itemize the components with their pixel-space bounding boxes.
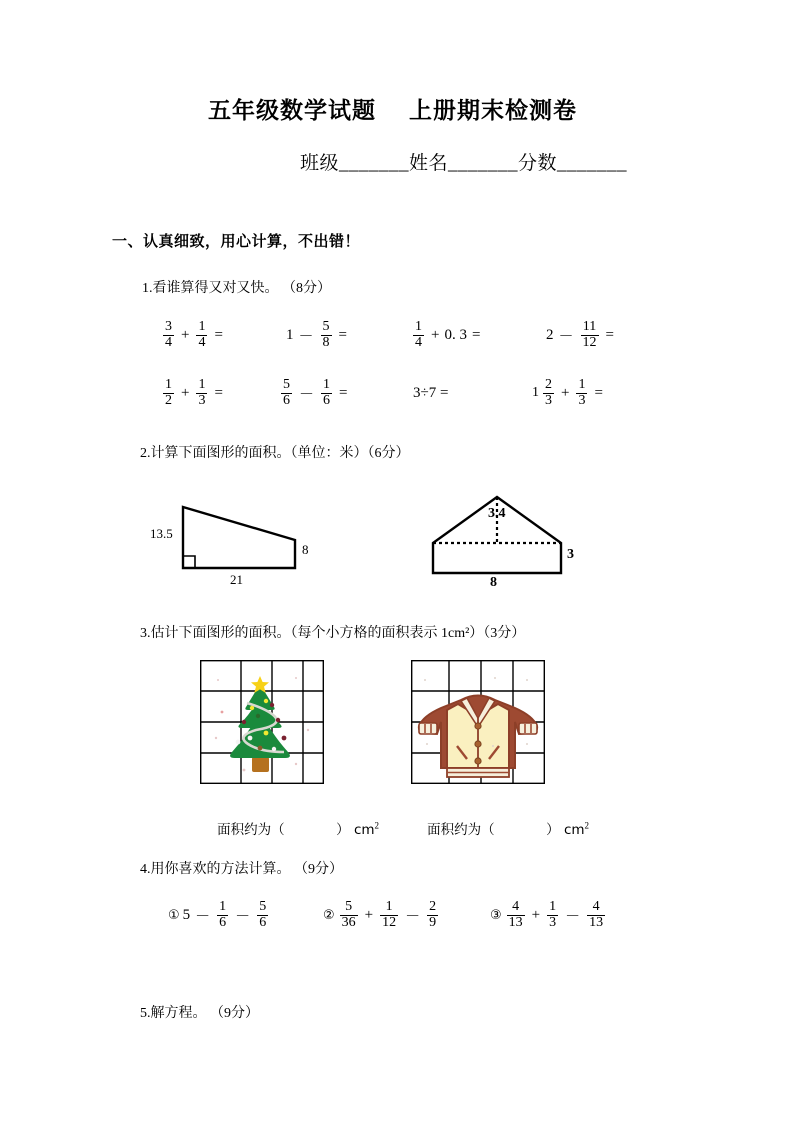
q4-expr-2 <box>323 900 441 930</box>
answer-line-left <box>200 802 379 854</box>
question-1-label: 1.看谁算得又对又快。 （8分） <box>142 281 331 296</box>
operator: － <box>299 386 315 403</box>
tree-grid-svg <box>200 660 324 784</box>
jacket-grid-svg <box>411 660 545 784</box>
answer-line-right <box>410 802 589 854</box>
item-marker: ② <box>323 907 335 923</box>
fraction: $\frac{2}{9}$ <box>429 899 437 930</box>
mixed-number: 1 $\frac{2}{3}$ <box>532 377 552 408</box>
operator: － <box>565 908 581 925</box>
fraction: $\frac{5}{8}$ <box>322 319 330 350</box>
fraction: $\frac{1}{12}$ <box>382 899 397 930</box>
q1-expr-r1c4 <box>545 320 618 350</box>
fraction: $\frac{1}{2}$ <box>165 377 172 408</box>
operator: + <box>531 906 541 923</box>
house-svg <box>415 480 635 590</box>
fraction: $\frac{1}{3}$ <box>549 899 557 930</box>
equals-sign: = <box>338 326 347 343</box>
unit-cm-squared: 2 <box>584 820 590 831</box>
q1-expr-r1c2 <box>285 320 351 350</box>
question-4-label: 4.用你喜欢的方法计算。 （9分） <box>140 862 343 877</box>
question-3-label: 3.估计下面图形的面积。（每个小方格的面积表示 1cm²）（3分） <box>140 626 526 641</box>
whole-number: 2 <box>546 326 554 343</box>
q1-expr-r2c3 <box>412 385 449 402</box>
q4-expr-3 <box>490 900 608 930</box>
decimal-number: 0. 3 <box>444 326 467 343</box>
varsity-jacket-art <box>419 677 537 777</box>
grid-picture-jacket <box>411 660 545 784</box>
operator: + <box>181 326 190 343</box>
q1-expr-r2c2 <box>278 378 351 408</box>
equals-sign: = <box>594 384 603 401</box>
operator: － <box>235 908 251 925</box>
fraction: $\frac{1}{4}$ <box>415 319 422 350</box>
trapezoid-right-label: 8 <box>302 542 309 557</box>
fraction: $\frac{4}{13}$ <box>589 899 604 930</box>
whole-number: 5 <box>182 906 191 923</box>
operator: + <box>431 326 440 343</box>
whole-number: 1 <box>286 326 294 343</box>
unit-cm-squared: 2 <box>374 820 380 831</box>
equals-sign: = <box>214 326 223 343</box>
equals-sign: = <box>605 326 614 343</box>
operator: + <box>181 384 190 401</box>
q1-expr-r2c4 <box>532 378 607 408</box>
fraction: $\frac{1}{6}$ <box>323 377 331 408</box>
figure-right-trapezoid <box>150 480 380 590</box>
q1-expr-r1c1 <box>160 320 227 350</box>
operator: + <box>364 906 374 923</box>
house-height-label: 3.4 <box>488 506 506 521</box>
operator: － <box>405 908 421 925</box>
q1-expr-r2c1 <box>160 378 227 408</box>
operator: + <box>561 384 570 401</box>
division-expression: 3÷7 = <box>413 385 449 401</box>
house-right-label: 3 <box>567 547 574 562</box>
question-5-label: 5.解方程。 （9分） <box>140 1006 259 1021</box>
trapezoid-left-label: 13.5 <box>150 526 173 541</box>
operator: － <box>558 328 574 345</box>
item-marker: ③ <box>490 907 502 923</box>
fraction: $\frac{2}{3}$ <box>545 377 552 408</box>
figure-house-pentagon <box>415 480 635 590</box>
house-bottom-label: 8 <box>490 575 497 590</box>
equals-sign: = <box>339 384 348 401</box>
equals-sign: = <box>214 384 223 401</box>
page-title: 五年级数学试题 上册期末检测卷 <box>208 98 578 124</box>
fraction: $\frac{1}{6}$ <box>219 899 227 930</box>
item-marker: ① <box>168 907 180 923</box>
fraction: $\frac{5}{6}$ <box>283 377 290 408</box>
section-heading-1: 一、认真细致，用心计算，不出错！ <box>112 232 361 250</box>
answer-right-text: 面积约为（ ） cm <box>427 822 585 838</box>
fraction: $\frac{1}{3}$ <box>578 377 586 408</box>
grid-picture-tree <box>200 660 324 784</box>
fraction: $\frac{1}{3}$ <box>198 377 206 408</box>
trapezoid-svg <box>150 480 380 590</box>
trapezoid-bottom-label: 21 <box>230 572 243 587</box>
q1-expr-r1c3 <box>410 320 484 350</box>
fraction: $\frac{5}{36}$ <box>341 899 356 930</box>
fraction: $\frac{5}{6}$ <box>259 899 267 930</box>
operator: － <box>298 328 314 345</box>
q4-expr-1 <box>168 900 271 930</box>
fraction: $\frac{3}{4}$ <box>165 319 172 350</box>
fraction: $\frac{4}{13}$ <box>508 899 523 930</box>
student-info-line: 班级_______姓名_______分数_______ <box>300 153 628 174</box>
operator: － <box>195 908 211 925</box>
answer-left-text: 面积约为（ ） cm <box>217 822 375 838</box>
equals-sign: = <box>471 326 481 343</box>
fraction: $\frac{1}{4}$ <box>198 319 206 350</box>
fraction: $\frac{11}{12}$ <box>582 319 597 350</box>
question-2-label: 2.计算下面图形的面积。（单位：米）（6分） <box>140 446 410 461</box>
